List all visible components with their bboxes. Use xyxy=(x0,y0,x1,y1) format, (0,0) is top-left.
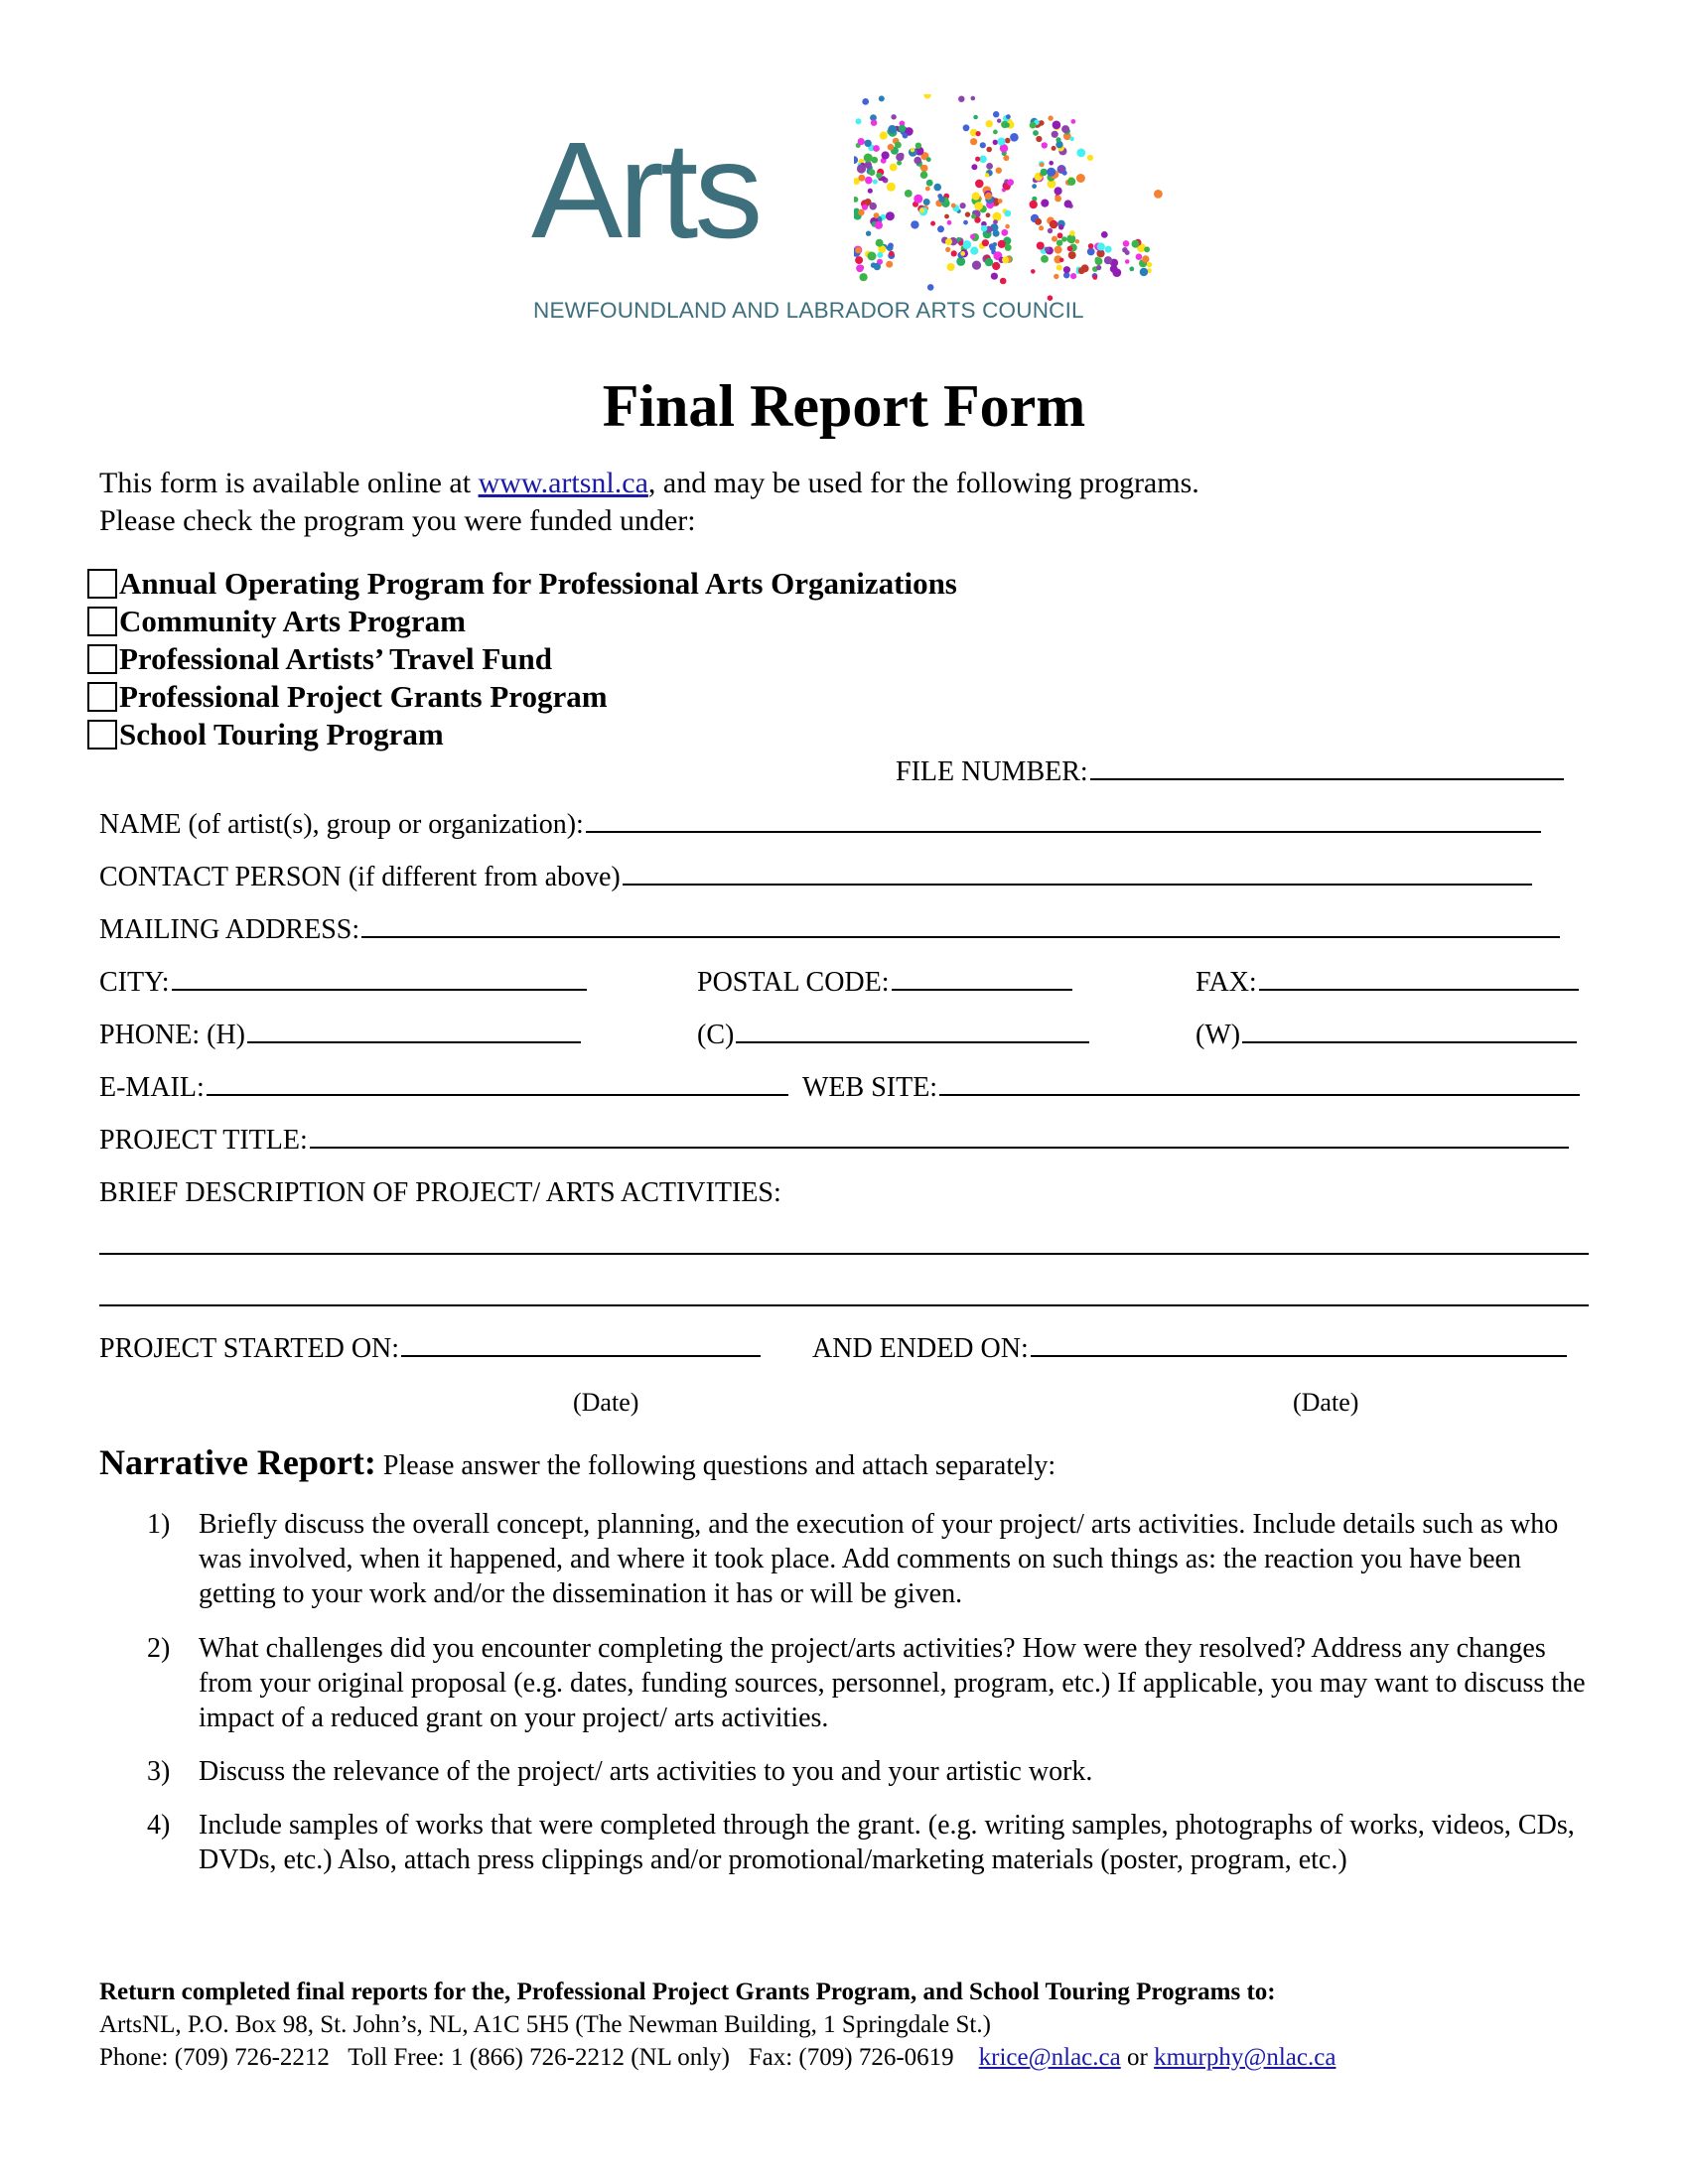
logo-dot xyxy=(919,208,924,213)
postal-code-input[interactable] xyxy=(892,967,1072,991)
logo-dot xyxy=(938,197,944,203)
logo-dot xyxy=(1088,243,1094,249)
logo-dot xyxy=(1101,231,1108,238)
logo-dot xyxy=(876,173,882,179)
logo-dot xyxy=(920,165,927,172)
logo-dot xyxy=(911,220,918,228)
logo-dot xyxy=(869,169,876,176)
phone-home-input[interactable] xyxy=(247,1020,581,1043)
email-field xyxy=(99,1072,788,1104)
file-number-label: FILE NUMBER: xyxy=(896,756,1088,787)
phone-cell-input[interactable] xyxy=(736,1020,1089,1043)
program-label: School Touring Program xyxy=(119,717,444,751)
logo-dot xyxy=(862,205,868,210)
question-number: 3) xyxy=(147,1756,171,1787)
logo-dot xyxy=(854,156,858,164)
phone-cell-field xyxy=(697,1020,1089,1051)
logo-dot xyxy=(986,120,993,127)
intro-line-2: Please check the program you were funded under: xyxy=(99,504,696,537)
logo-dot xyxy=(960,251,965,256)
narrative-instruction: Please answer the following questions and attach separately: xyxy=(375,1450,1056,1481)
logo-dot xyxy=(1097,242,1105,250)
phone-cell-label: (C) xyxy=(697,1020,735,1050)
logo-dot xyxy=(1069,230,1075,236)
logo-dot xyxy=(965,211,970,216)
logo-dot xyxy=(992,262,1000,270)
logo-dot xyxy=(1078,267,1085,274)
logo-dot xyxy=(1041,200,1049,207)
logo-dot xyxy=(1095,257,1100,262)
logo-dot xyxy=(997,119,1001,123)
logo-dot xyxy=(1041,255,1049,263)
logo-dot xyxy=(890,164,898,172)
logo-dot xyxy=(1006,114,1011,119)
narrative-heading xyxy=(99,1441,1055,1483)
logo-dot xyxy=(1048,228,1053,233)
program-option[interactable] xyxy=(87,679,608,715)
logo-dot xyxy=(993,130,998,135)
program-checkbox[interactable] xyxy=(87,720,117,750)
logo-dot xyxy=(925,187,930,192)
logo-dot xyxy=(993,140,998,145)
mailing-address-field xyxy=(99,914,1560,946)
logo-dot xyxy=(944,214,949,219)
logo-dot xyxy=(1040,163,1045,168)
logo-dot xyxy=(971,214,976,219)
logo-dot xyxy=(1030,122,1037,129)
logo-dot xyxy=(926,157,931,162)
logo-dot xyxy=(911,148,914,152)
logo-dot xyxy=(1042,142,1048,148)
question-text: Discuss the relevance of the project/ arts activities to you and your artistic work. xyxy=(199,1756,1093,1787)
logo-dot xyxy=(877,252,883,258)
city-input[interactable] xyxy=(172,967,587,991)
logo-dot xyxy=(1052,131,1058,138)
logo-dot xyxy=(981,225,988,232)
logo-dot xyxy=(1048,115,1053,120)
email-label: E-MAIL: xyxy=(99,1072,205,1103)
logo-dot xyxy=(986,147,992,153)
logo-dot xyxy=(937,225,944,232)
logo-dot xyxy=(888,243,894,249)
website-field xyxy=(802,1072,1580,1104)
logo-dot xyxy=(1075,239,1079,243)
logo-dot xyxy=(962,240,971,249)
logo-dot xyxy=(1076,174,1085,183)
logo-dot xyxy=(1056,265,1062,271)
logo-dot xyxy=(1052,146,1056,151)
footer-phone-fax: Phone: (709) 726-2212 Toll Free: 1 (866) 726-2212 (NL only) Fax: (709) 726-0619 xyxy=(99,2044,979,2071)
logo-dot xyxy=(1041,169,1048,176)
logo-dot xyxy=(873,145,880,152)
logo-dot xyxy=(868,252,877,261)
logo-dot xyxy=(1054,274,1058,279)
logo-dot xyxy=(1052,236,1057,242)
name-field xyxy=(99,809,1541,841)
program-label: Annual Operating Program for Professional Arts Organizations xyxy=(119,566,957,601)
logo-dot xyxy=(1125,250,1130,255)
contact-person-label: CONTACT PERSON (if different from above) xyxy=(99,862,621,892)
page-title: Final Report Form xyxy=(602,373,1086,439)
logo-dot xyxy=(1125,259,1130,264)
logo-dot xyxy=(1104,256,1112,264)
logo-dot xyxy=(963,220,968,225)
logo-dot xyxy=(1005,122,1010,127)
logo-dot xyxy=(998,240,1006,248)
logo-dot xyxy=(930,221,935,226)
logo-dot xyxy=(986,212,991,217)
phone-home-label: PHONE: (H) xyxy=(99,1020,245,1050)
logo-dot xyxy=(975,180,984,189)
intro-line-1 xyxy=(99,467,1199,500)
logo-dot xyxy=(970,234,975,239)
logo-dot xyxy=(976,131,981,136)
logo-dot xyxy=(970,247,978,255)
logo-dot xyxy=(1057,232,1063,238)
logo-dot xyxy=(1039,225,1044,230)
logo-dot xyxy=(993,219,998,224)
question-number: 2) xyxy=(147,1633,171,1664)
logo-dot xyxy=(963,124,970,131)
name-input[interactable] xyxy=(586,809,1541,833)
logo-dot xyxy=(1003,155,1009,161)
fax-field xyxy=(1196,967,1579,999)
logo-dot xyxy=(875,221,883,229)
project-title-label: PROJECT TITLE: xyxy=(99,1125,308,1156)
logo-dot xyxy=(1061,236,1066,241)
logo-dot xyxy=(1061,125,1069,133)
logo-dot xyxy=(958,241,963,246)
program-option[interactable] xyxy=(87,604,466,639)
logo-dot xyxy=(887,183,896,192)
logo-dot xyxy=(914,157,921,165)
logo-dot xyxy=(880,132,888,140)
logo-dot xyxy=(972,193,980,201)
logo-dot xyxy=(854,197,858,203)
logo-dot xyxy=(979,156,987,164)
logo-dot xyxy=(888,125,897,134)
logo-dot xyxy=(972,261,981,270)
logo-dot xyxy=(1067,178,1075,186)
intro-suffix: , and may be used for the following programs. xyxy=(647,467,1199,499)
logo-dot xyxy=(1001,229,1008,236)
logo-dot xyxy=(897,161,902,166)
logo-dot xyxy=(1069,137,1074,142)
logo-dot xyxy=(1049,161,1054,166)
program-checkbox[interactable] xyxy=(87,682,117,712)
project-end-input[interactable] xyxy=(1031,1333,1567,1357)
logo-dot xyxy=(1123,240,1130,247)
logo-dot xyxy=(998,138,1006,146)
logo-dot xyxy=(1033,130,1039,136)
project-end-field xyxy=(812,1333,1567,1365)
logo-dot xyxy=(920,171,928,179)
city-label: CITY: xyxy=(99,967,170,998)
logo-dot xyxy=(858,138,865,145)
phone-work-input[interactable] xyxy=(1242,1020,1577,1043)
mailing-address-label: MAILING ADDRESS: xyxy=(99,914,360,945)
logo-dot xyxy=(1005,244,1012,251)
logo-dot xyxy=(886,211,895,220)
logo-dot xyxy=(956,257,965,266)
logo-dot xyxy=(947,220,952,225)
logo-dot xyxy=(951,250,957,256)
logo-dot xyxy=(923,199,930,205)
logo-dot xyxy=(860,273,868,281)
logo-dot xyxy=(1058,224,1063,229)
email-input[interactable] xyxy=(207,1072,788,1096)
question-text: Briefly discuss the overall concept, planning, and the execution of your project/ arts activities. Include details such as who was involved, when it happened, and where it took place. Add comments on such things as: the reaction you have been getting to your work and/or the dissemination it has or will be given. xyxy=(199,1509,1559,1609)
postal-code-label: POSTAL CODE: xyxy=(697,967,890,998)
website-input[interactable] xyxy=(939,1072,1580,1096)
logo-dot xyxy=(1110,265,1118,273)
logo-dot xyxy=(986,163,993,170)
logo-dot xyxy=(1076,149,1085,158)
logo-dot xyxy=(945,238,952,245)
logo-dot xyxy=(876,239,884,247)
mailing-address-input[interactable] xyxy=(361,914,1560,938)
logo-dot xyxy=(1032,184,1037,189)
logo-dot xyxy=(992,212,1001,221)
logo-dot xyxy=(855,256,863,264)
logo-dot xyxy=(1063,266,1070,273)
project-start-field xyxy=(99,1333,761,1365)
footer-return-instructions: Return completed final reports for the, Professional Project Grants Program, and School Touring Programs to: xyxy=(99,1979,1276,2005)
logo-dot xyxy=(993,111,999,117)
logo-dot xyxy=(1059,258,1064,263)
contact-person-field xyxy=(99,862,1532,893)
logo-dot xyxy=(985,258,993,266)
logo-dot xyxy=(903,133,909,139)
logo-dot xyxy=(1047,168,1055,177)
logo-dot xyxy=(974,202,983,210)
description-input-line-2[interactable] xyxy=(99,1304,1589,1306)
logo-dot xyxy=(985,193,992,200)
logo-dot xyxy=(1154,190,1163,199)
logo-dot xyxy=(1037,242,1045,250)
logo-dot xyxy=(1087,248,1095,256)
logo-dot xyxy=(1010,133,1019,142)
logo-dot xyxy=(1136,253,1143,260)
logo-subtitle: NEWFOUNDLAND AND LABRADOR ARTS COUNCIL xyxy=(533,298,1084,323)
logo-dot xyxy=(993,242,998,247)
logo-dot xyxy=(1105,246,1112,253)
logo-dot xyxy=(864,154,873,163)
logo-wordmark: Arts xyxy=(531,114,760,267)
project-end-label: AND ENDED ON: xyxy=(812,1333,1029,1364)
logo-dot xyxy=(933,184,941,192)
logo-dot xyxy=(895,142,902,149)
question-text: Include samples of works that were completed through the grant. (e.g. writing samples, photographs of works, videos, CDs, DVDs, etc.) Also, attach press clippings and/or promotional/marketing materials (poster, program, etc.) xyxy=(199,1810,1575,1875)
project-title-input[interactable] xyxy=(310,1125,1569,1149)
logo-dot xyxy=(960,203,966,208)
logo-dot xyxy=(1055,196,1061,203)
logo-dot xyxy=(1036,136,1042,142)
program-label: Professional Project Grants Program xyxy=(119,679,608,714)
logo-dot xyxy=(855,247,862,254)
logo-dot xyxy=(856,265,864,273)
logo-dot xyxy=(1039,120,1045,126)
phone-home-field xyxy=(99,1020,581,1051)
project-title-field xyxy=(99,1125,1569,1157)
logo-dot xyxy=(1030,201,1038,208)
logo-dot xyxy=(1132,240,1140,248)
logo-dot xyxy=(1056,240,1062,246)
logo-dot xyxy=(858,209,865,216)
logo-dot xyxy=(874,212,880,218)
logo-dot xyxy=(1092,275,1097,280)
website-label: WEB SITE: xyxy=(802,1072,938,1103)
footer-or: or xyxy=(1120,2044,1155,2071)
start-date-caption: (Date) xyxy=(573,1388,639,1417)
logo-dot xyxy=(958,96,964,102)
logo-dot xyxy=(993,230,1000,237)
program-option[interactable] xyxy=(87,641,552,677)
logo-dot xyxy=(865,177,873,185)
logo-dot xyxy=(868,189,873,194)
logo-dot xyxy=(1071,119,1076,124)
fax-input[interactable] xyxy=(1259,967,1579,991)
logo-dot xyxy=(975,157,980,162)
logo-dot xyxy=(1064,200,1072,207)
logo-dot xyxy=(927,284,934,291)
program-option[interactable] xyxy=(87,717,444,752)
logo-dot xyxy=(1129,267,1134,272)
logo-dot xyxy=(1055,246,1062,254)
logo-dot xyxy=(1055,187,1062,195)
logo-dot xyxy=(915,143,921,149)
logo-dot xyxy=(882,151,890,159)
logo-dot xyxy=(1035,218,1042,225)
fax-label: FAX: xyxy=(1196,967,1257,998)
logo-dot xyxy=(923,94,930,99)
logo-dot xyxy=(862,98,869,105)
logo-dot xyxy=(1140,268,1148,276)
logo-dot xyxy=(926,180,933,187)
logo-dot xyxy=(1067,246,1073,252)
email-link-krice[interactable]: krice@nlac.ca xyxy=(978,2044,1121,2071)
logo-dot xyxy=(985,173,989,177)
phone-work-field xyxy=(1196,1020,1577,1051)
logo-dot xyxy=(1087,155,1093,161)
logo-dot xyxy=(905,190,913,198)
program-label: Community Arts Program xyxy=(119,604,466,638)
logo-dot xyxy=(886,261,893,268)
email-link-kmurphy[interactable]: kmurphy@nlac.ca xyxy=(1154,2044,1336,2071)
narrative-heading-text: Narrative Report: xyxy=(99,1442,376,1482)
question-number: 4) xyxy=(147,1810,171,1841)
logo-dot xyxy=(1045,247,1050,252)
file-number-input[interactable] xyxy=(1090,756,1564,780)
description-label: BRIEF DESCRIPTION OF PROJECT/ ARTS ACTIVITIES: xyxy=(99,1177,781,1208)
logo-dot xyxy=(1142,255,1149,262)
logo-dot xyxy=(971,96,976,101)
logo-dot xyxy=(858,175,865,182)
logo-dot xyxy=(889,251,895,257)
logo-dot xyxy=(1096,265,1101,270)
logo-dot xyxy=(1068,251,1076,259)
end-date-caption: (Date) xyxy=(1293,1388,1359,1417)
footer-address: ArtsNL, P.O. Box 98, St. John’s, NL, A1C 5H5 (The Newman Building, 1 Springdale St.) xyxy=(99,2011,991,2038)
logo-dot xyxy=(1144,246,1150,252)
footer-contact xyxy=(99,2044,1336,2072)
logo-dot xyxy=(1000,278,1007,285)
logo-nl-dots-mark xyxy=(854,94,1172,313)
logo-dot xyxy=(1051,222,1056,228)
logo-dot xyxy=(1055,137,1060,142)
logo-dot xyxy=(1062,171,1067,176)
artsnl-website-link[interactable]: www.artsnl.ca xyxy=(478,467,648,499)
logo-dot xyxy=(951,204,956,208)
intro-prefix: This form is available online at xyxy=(99,467,479,499)
program-label: Professional Artists’ Travel Fund xyxy=(119,641,553,676)
logo-dot xyxy=(1002,256,1009,263)
logo-dot xyxy=(1007,179,1014,186)
contact-person-input[interactable] xyxy=(623,862,1532,886)
logo-dot xyxy=(1005,138,1011,144)
logo-dot xyxy=(871,120,877,126)
logo-dot xyxy=(866,231,871,236)
logo-dot xyxy=(899,125,906,132)
logo-dot xyxy=(971,164,977,170)
logo-dot xyxy=(888,144,895,151)
program-checkbox[interactable] xyxy=(87,644,117,674)
logo-dot xyxy=(874,263,881,270)
logo-dot xyxy=(856,118,862,124)
logo-dot xyxy=(973,115,978,120)
logo-dot xyxy=(1031,269,1036,274)
logo-dot xyxy=(970,138,977,145)
logo-dot xyxy=(1070,273,1076,279)
logo-dot xyxy=(996,168,1002,174)
question-number: 1) xyxy=(147,1509,171,1540)
postal-code-field xyxy=(697,967,1072,999)
logo-dot xyxy=(982,239,989,246)
logo-dot xyxy=(1005,224,1010,229)
logo-dot xyxy=(998,199,1003,204)
logo-dot xyxy=(1053,121,1061,130)
logo-dot xyxy=(947,263,955,271)
logo-dot xyxy=(1004,210,1011,217)
logo-dot xyxy=(891,114,896,119)
logo-dot xyxy=(991,273,998,280)
project-start-input[interactable] xyxy=(401,1333,761,1357)
phone-work-label: (W) xyxy=(1196,1020,1241,1050)
program-checkbox[interactable] xyxy=(87,569,117,599)
file-number-field xyxy=(896,756,1564,788)
program-option[interactable] xyxy=(87,566,957,602)
logo-dot xyxy=(879,95,885,101)
logo-dot xyxy=(980,142,986,148)
city-field xyxy=(99,967,587,999)
artsnl-logo xyxy=(531,94,1167,333)
logo-dot xyxy=(873,180,878,185)
logo-dot xyxy=(896,153,904,161)
logo-dot xyxy=(869,203,877,210)
logo-dot xyxy=(1147,262,1152,267)
project-start-label: PROJECT STARTED ON: xyxy=(99,1333,400,1364)
description-input-line-1[interactable] xyxy=(99,1253,1589,1255)
question-text: What challenges did you encounter completing the project/arts activities? How were they resolved? Address any changes from your original proposal (e.g. dates, funding sources, personnel, program, etc.) If applicable, you may want to discuss the impact of a reduced grant on your project/ arts activities. xyxy=(199,1633,1586,1733)
program-checkbox[interactable] xyxy=(87,607,117,636)
logo-dot xyxy=(914,195,922,204)
logo-dot xyxy=(945,247,950,252)
logo-dot xyxy=(864,140,871,147)
name-label: NAME (of artist(s), group or organization): xyxy=(99,809,584,840)
